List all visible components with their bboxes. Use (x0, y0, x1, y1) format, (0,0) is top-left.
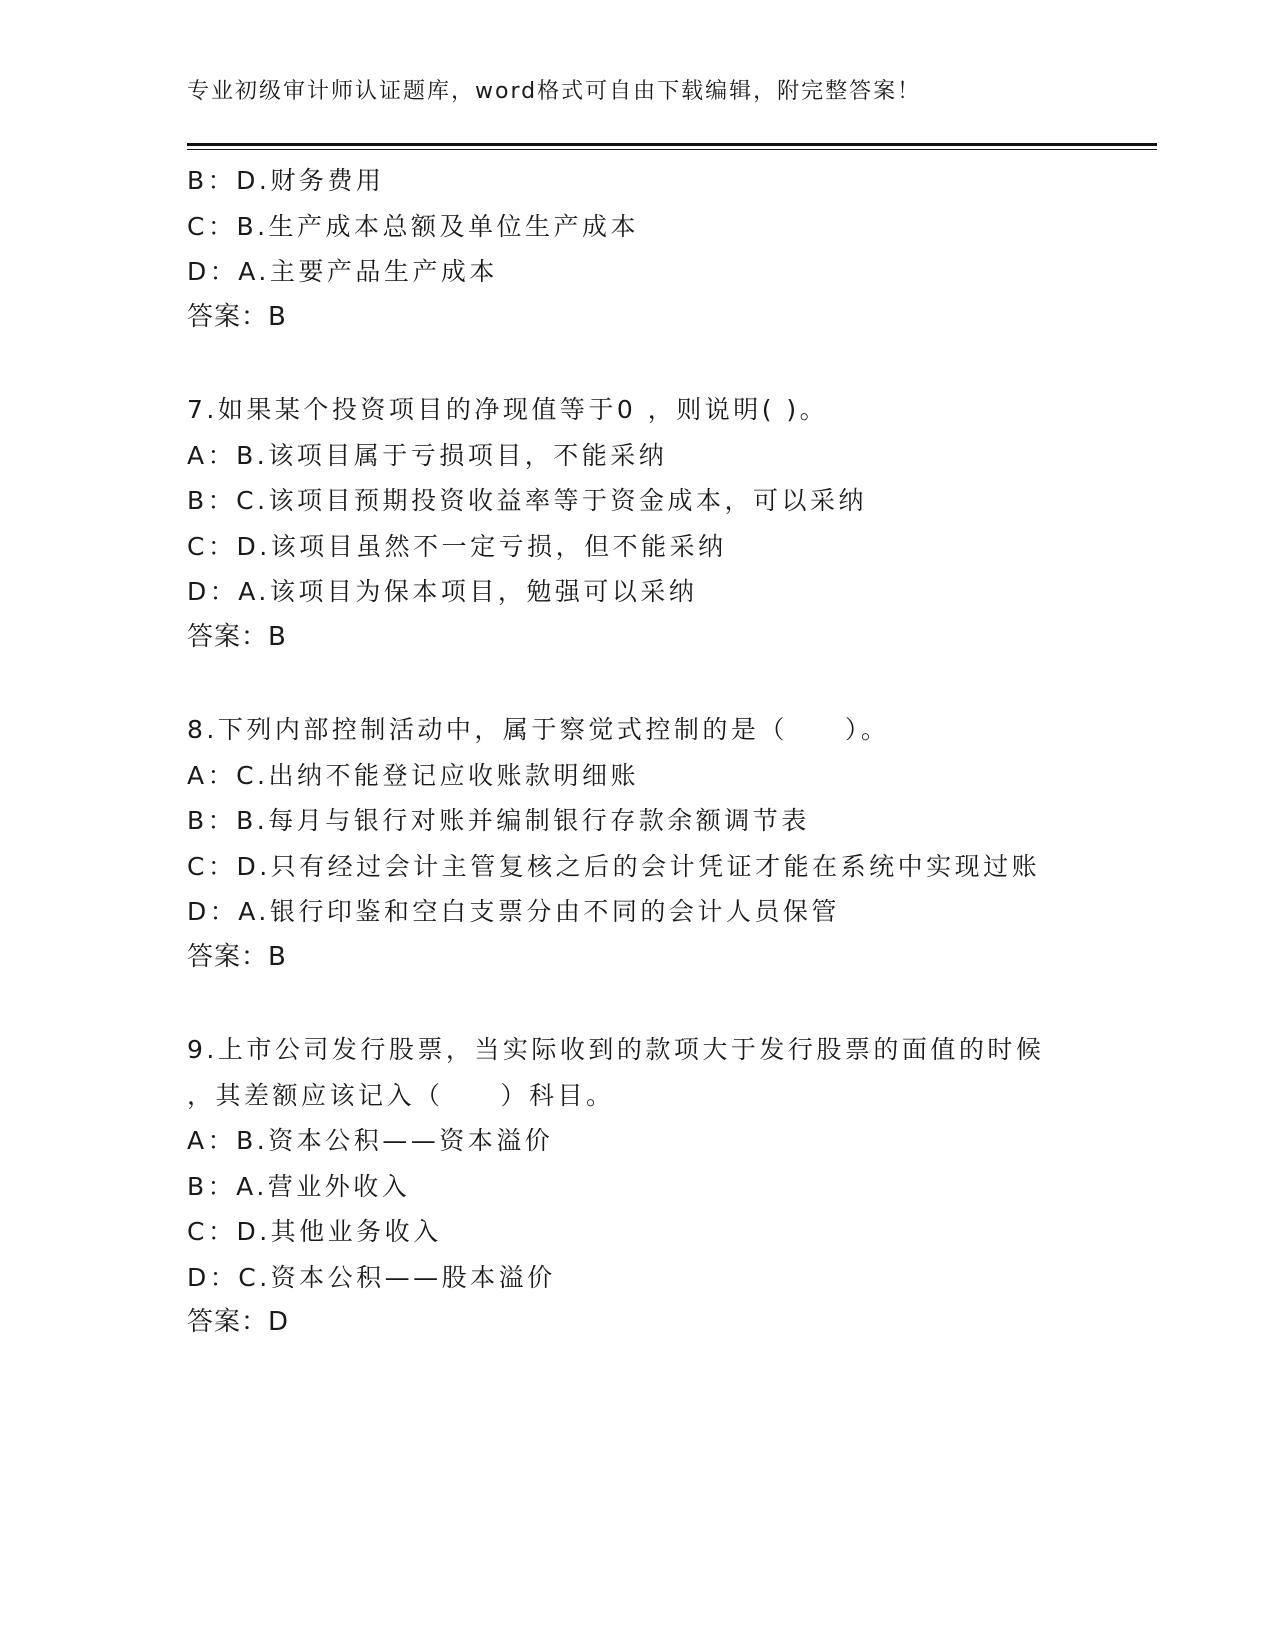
question-content (187, 158, 1187, 1346)
option-line: B：B.每月与银行对账并编制银行存款余额调节表 (187, 806, 810, 835)
answer-line: 答案：D (187, 1307, 290, 1337)
answer-line: 答案：B (187, 301, 287, 332)
option-line: C：D.其他业务收入 (187, 1217, 442, 1246)
option-line: D：A.主要产品生产成本 (187, 257, 498, 286)
option-line: D：C.资本公积——股本溢价 (187, 1262, 556, 1292)
option-line: C：D.该项目虽然不一定亏损，但不能采纳 (187, 531, 727, 561)
question-stem: 8.下列内部控制活动中，属于察觉式控制的是（ ）。 (187, 715, 890, 744)
question-stem-continued: ，其差额应该记入（ ）科目。 (187, 1080, 615, 1110)
option-line: C：B.生产成本总额及单位生产成本 (187, 211, 640, 241)
option-line: B：D.财务费用 (187, 166, 385, 195)
option-line: D：A.银行印鉴和空白支票分由不同的会计人员保管 (187, 897, 840, 926)
header-divider-thin (187, 149, 1157, 150)
option-line: C：D.只有经过会计主管复核之后的会计凭证才能在系统中实现过账 (187, 851, 1041, 881)
option-line: A：B.该项目属于亏损项目，不能采纳 (187, 440, 668, 470)
option-line: A：C.出纳不能登记应收账款明细账 (187, 760, 640, 790)
page-header: 专业初级审计师认证题库，word格式可自由下载编辑，附完整答案！ (187, 79, 922, 104)
option-line: B：A.营业外收入 (187, 1171, 411, 1201)
option-line: D：A.该项目为保本项目，勉强可以采纳 (187, 577, 698, 606)
answer-line: 答案：B (187, 941, 287, 972)
answer-line: 答案：B (187, 621, 287, 652)
option-line: B：C.该项目预期投资收益率等于资金成本，可以采纳 (187, 486, 868, 515)
question-stem: 7.如果某个投资项目的净现值等于0 ，则说明( )。 (187, 395, 829, 424)
question-stem: 9.上市公司发行股票，当实际收到的款项大于发行股票的面值的时候 (187, 1035, 1045, 1064)
option-line: A：B.资本公积——资本溢价 (187, 1126, 554, 1155)
